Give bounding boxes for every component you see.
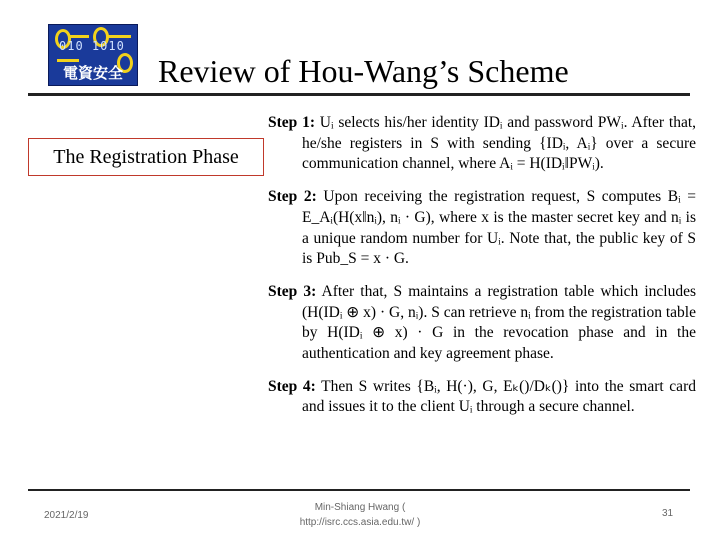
step-text: After that, S maintains a registration table which includes (H(IDᵢ ⊕ x) · G, nᵢ). S can retrieve nᵢ from the registration table by H(IDᵢ ⊕ x) · G in the revocation phase and in the authentication and key agreement phase.	[302, 282, 696, 363]
step-text: Upon receiving the registration request, S computes Bᵢ = E_Aᵢ(H(x‖nᵢ), nᵢ · G), where x is the master secret key and nᵢ is a unique random number for Uᵢ. Note that, the public key of S is Pub_S = x · G.	[302, 188, 696, 268]
logo-bar	[107, 35, 131, 38]
step-text: Then S writes {Bᵢ, H(·), G, Eₖ()/Dₖ()} into the smart card and issues it to the client Uᵢ through a secure channel.	[302, 377, 696, 416]
logo-text: 電資安全	[62, 64, 123, 82]
step-item	[268, 113, 696, 175]
footer-author-url: http://isrc.ccs.asia.edu.tw/ )	[299, 517, 421, 528]
step-label: Step 2:	[268, 188, 317, 206]
logo-bar	[69, 35, 89, 38]
page-title: Review of Hou-Wang’s Scheme	[158, 53, 569, 89]
phase-label: The Registration Phase	[28, 138, 264, 176]
steps-list	[268, 113, 696, 430]
step-item	[268, 377, 696, 418]
logo	[48, 24, 138, 86]
footer-author-line: Min-Shiang Hwang (	[314, 502, 406, 513]
step-label: Step 1:	[268, 114, 315, 131]
step-text: Uᵢ selects his/her identity IDᵢ and password PWᵢ. After that, he/she registers in S with sending {IDᵢ, Aᵢ} over a secure communication channel, where Aᵢ = H(IDᵢ‖PWᵢ).	[302, 114, 696, 173]
footer-date: 2021/2/19	[44, 510, 89, 521]
step-label: Step 3:	[268, 282, 317, 300]
step-item	[268, 187, 696, 270]
page-number: 31	[662, 508, 674, 519]
footer-divider	[28, 489, 690, 491]
step-item	[268, 282, 696, 365]
title-divider	[28, 93, 690, 96]
footer-author	[270, 500, 450, 530]
step-label: Step 4:	[268, 377, 316, 395]
logo-bits: 010 1010	[59, 39, 125, 53]
